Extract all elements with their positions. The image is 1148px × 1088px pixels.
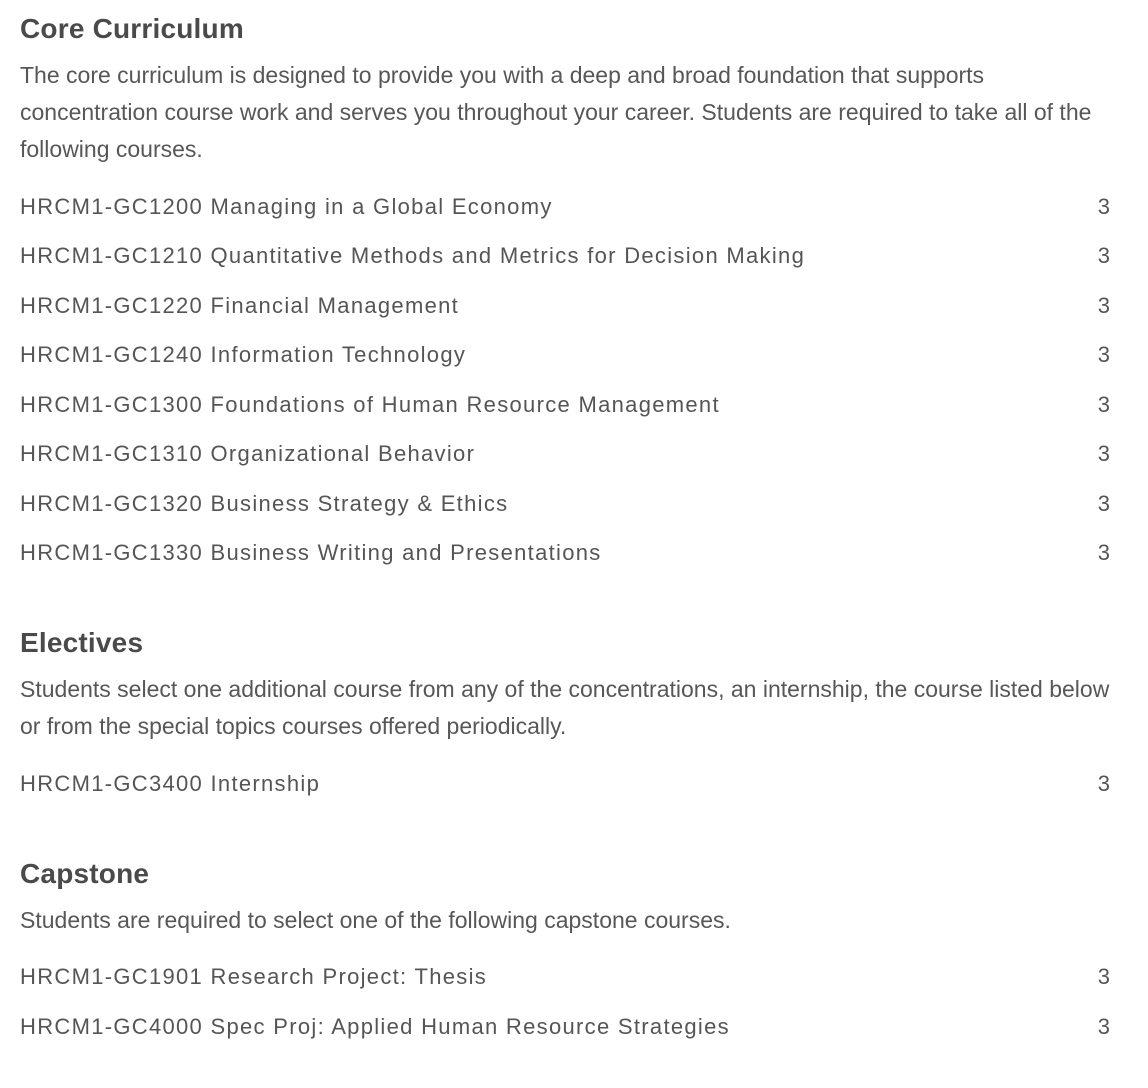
section-title: Electives <box>20 627 144 658</box>
course-row <box>20 479 1112 529</box>
course-credits: 3 <box>1097 292 1110 318</box>
course-name: HRCM1-GC1310 Organizational Behavior <box>20 441 476 467</box>
course-name: HRCM1-GC1220 Financial Management <box>20 292 460 318</box>
course-row <box>20 953 1112 1003</box>
course-credits: 3 <box>1097 391 1110 417</box>
course-row <box>20 529 1112 579</box>
core-curriculum-section <box>20 10 1112 578</box>
course-row <box>20 232 1112 282</box>
course-list <box>20 182 1112 578</box>
section-description: The core curriculum is designed to provide you with a deep and broad foundation that supports concentration course work and serves you throughout your career. Students are required to take all of the following courses. <box>20 62 1092 162</box>
course-row <box>20 331 1112 381</box>
course-name: HRCM1-GC1210 Quantitative Methods and Metrics for Decision Making <box>20 243 806 269</box>
capstone-section <box>20 855 1112 1052</box>
course-credits: 3 <box>1097 540 1110 566</box>
course-name: HRCM1-GC1320 Business Strategy & Ethics <box>20 490 509 516</box>
course-name: HRCM1-GC1330 Business Writing and Presentations <box>20 540 602 566</box>
course-row <box>20 430 1112 480</box>
course-row <box>20 182 1112 232</box>
course-name: HRCM1-GC4000 Spec Proj: Applied Human Resource Strategies <box>20 1013 730 1039</box>
course-credits: 3 <box>1097 1013 1110 1039</box>
course-list <box>20 759 1112 809</box>
section-description: Students select one additional course from any of the concentrations, an internship, the course listed below or from the special topics courses offered periodically. <box>20 676 1110 739</box>
section-title: Core Curriculum <box>20 13 244 44</box>
course-name: HRCM1-GC1200 Managing in a Global Economy <box>20 193 553 219</box>
course-name: HRCM1-GC1240 Information Technology <box>20 342 467 368</box>
course-row <box>20 1002 1112 1052</box>
course-name: HRCM1-GC3400 Internship <box>20 770 321 796</box>
course-row <box>20 380 1112 430</box>
section-title: Capstone <box>20 857 150 889</box>
section-description: Students are required to select one of the following capstone courses. <box>20 906 731 933</box>
course-credits: 3 <box>1097 342 1110 368</box>
course-credits: 3 <box>1097 243 1110 269</box>
course-row <box>20 759 1112 809</box>
course-credits: 3 <box>1097 964 1110 990</box>
course-credits: 3 <box>1097 193 1110 219</box>
course-list <box>20 953 1112 1052</box>
electives-section <box>20 624 1112 809</box>
course-name: HRCM1-GC1901 Research Project: Thesis <box>20 964 488 990</box>
course-name: HRCM1-GC1300 Foundations of Human Resource Management <box>20 391 720 417</box>
course-row <box>20 281 1112 331</box>
course-credits: 3 <box>1097 441 1110 467</box>
course-credits: 3 <box>1097 490 1110 516</box>
course-credits: 3 <box>1097 770 1110 796</box>
